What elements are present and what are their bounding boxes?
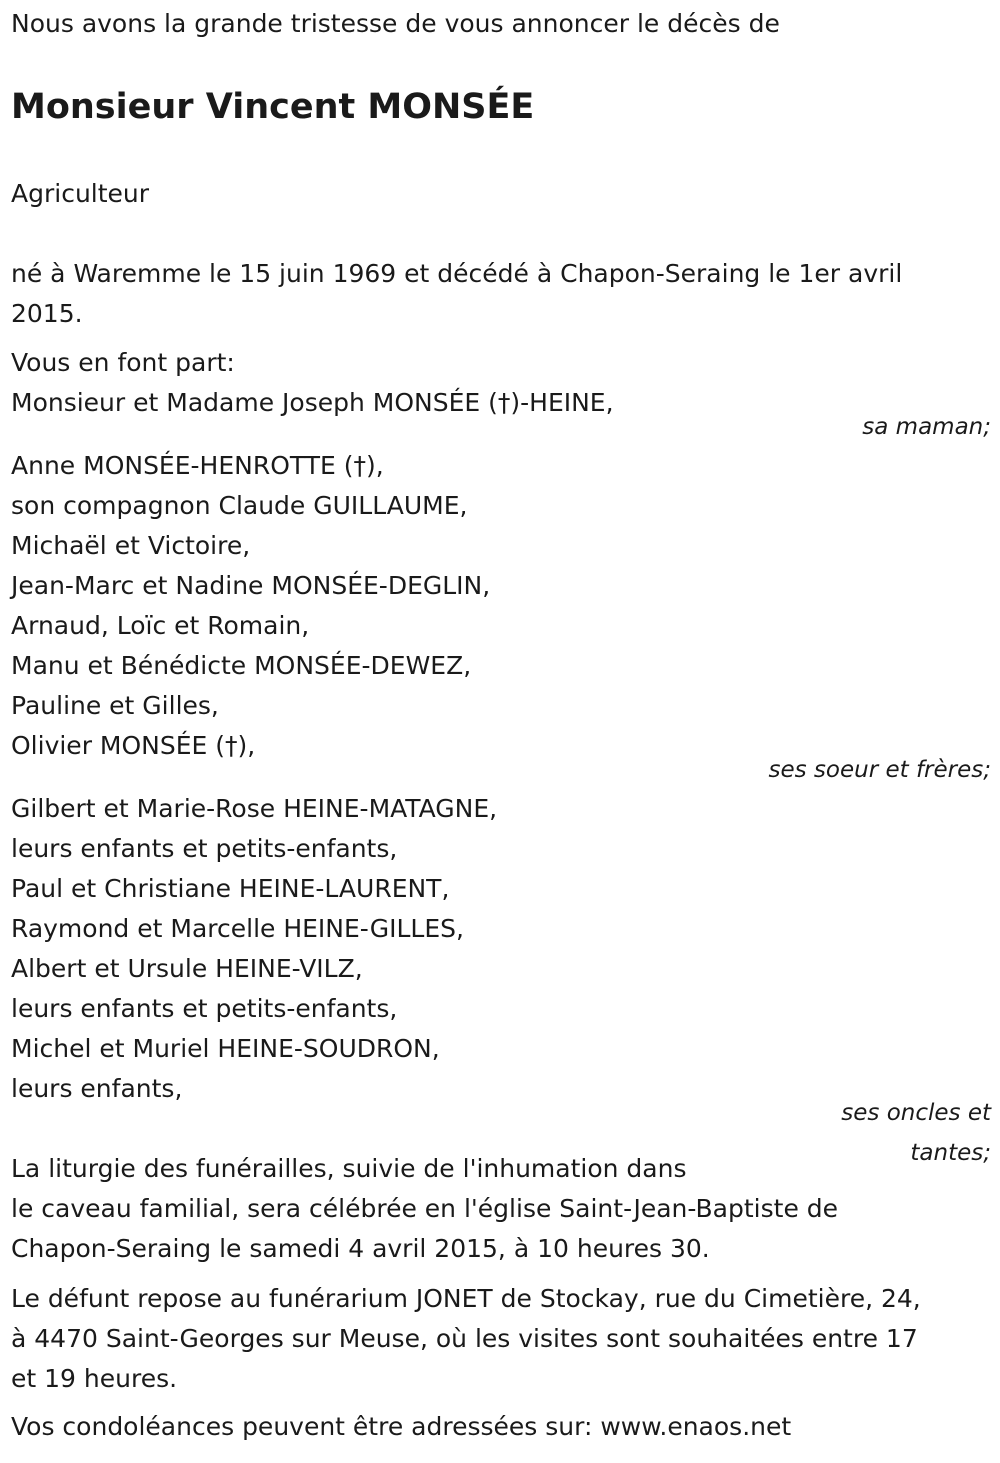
family-name-line: leurs enfants et petits-enfants,	[11, 834, 398, 863]
family-name-line: Michaël et Victoire,	[11, 531, 251, 560]
family-name-line: Anne MONSÉE-HENROTTE (†),	[11, 451, 384, 480]
intro-text: Nous avons la grande tristesse de vous annoncer le décès de	[11, 9, 780, 38]
relation-siblings: ses soeur et frères;	[768, 757, 991, 783]
family-name-line: Paul et Christiane HEINE-LAURENT,	[11, 874, 450, 903]
birth-death-line-2: 2015.	[11, 299, 83, 328]
family-name-line: Manu et Bénédicte MONSÉE-DEWEZ,	[11, 651, 472, 680]
family-name-line: leurs enfants,	[11, 1074, 183, 1103]
repose-line-2: à 4470 Saint-Georges sur Meuse, où les visites sont souhaitées entre 17	[11, 1324, 918, 1353]
family-name-line: Monsieur et Madame Joseph MONSÉE (†)-HEINE,	[11, 388, 614, 417]
relation-uncles-line-2: tantes;	[910, 1140, 991, 1166]
relation-mother: sa maman;	[862, 414, 991, 440]
family-name-line: Raymond et Marcelle HEINE-GILLES,	[11, 914, 464, 943]
family-name-line: Pauline et Gilles,	[11, 691, 219, 720]
family-name-line: leurs enfants et petits-enfants,	[11, 994, 398, 1023]
repose-line-3: et 19 heures.	[11, 1364, 178, 1393]
family-name-line: son compagnon Claude GUILLAUME,	[11, 491, 468, 520]
condolences-text: Vos condoléances peuvent être adressées sur: www.enaos.net	[11, 1412, 792, 1441]
birth-death-line-1: né à Waremme le 15 juin 1969 et décédé à Chapon-Seraing le 1er avril	[11, 259, 903, 288]
family-name-line: Gilbert et Marie-Rose HEINE-MATAGNE,	[11, 794, 498, 823]
family-name-line: Olivier MONSÉE (†),	[11, 731, 256, 760]
family-name-line: Albert et Ursule HEINE-VILZ,	[11, 954, 363, 983]
relation-uncles-line-1: ses oncles et	[841, 1100, 991, 1126]
funeral-line-2: le caveau familial, sera célébrée en l'église Saint-Jean-Baptiste de	[11, 1194, 839, 1223]
profession: Agriculteur	[11, 179, 150, 208]
family-name-line: Michel et Muriel HEINE-SOUDRON,	[11, 1034, 440, 1063]
family-name-line: Arnaud, Loïc et Romain,	[11, 611, 310, 640]
family-name-line: Jean-Marc et Nadine MONSÉE-DEGLIN,	[11, 571, 491, 600]
funeral-line-3: Chapon-Seraing le samedi 4 avril 2015, à 10 heures 30.	[11, 1234, 710, 1263]
funeral-line-1: La liturgie des funérailles, suivie de l'inhumation dans	[11, 1154, 687, 1183]
announcers-intro: Vous en font part:	[11, 348, 235, 377]
repose-line-1: Le défunt repose au funérarium JONET de Stockay, rue du Cimetière, 24,	[11, 1284, 921, 1313]
deceased-name: Monsieur Vincent MONSÉE	[11, 87, 535, 127]
